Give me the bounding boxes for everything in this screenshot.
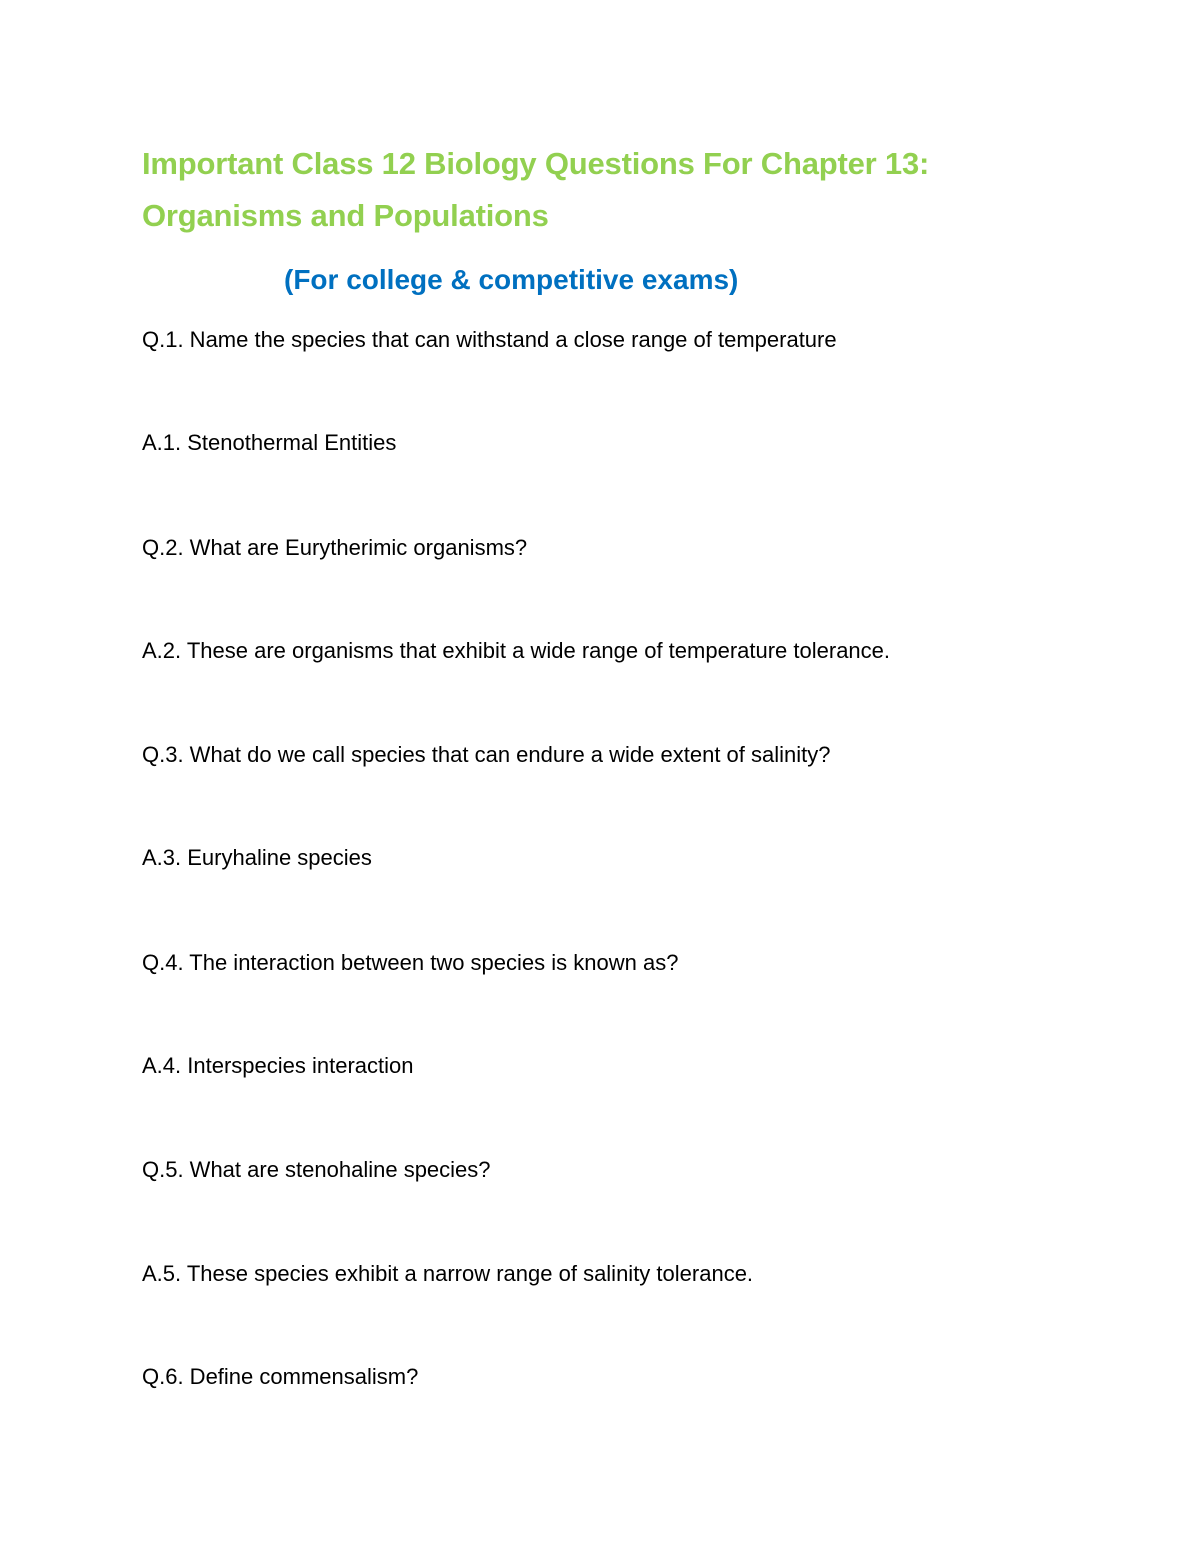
question-4: Q.4. The interaction between two species is known as? bbox=[142, 950, 679, 975]
answer-1: A.1. Stenothermal Entities bbox=[142, 430, 397, 455]
document-title-line-2: Organisms and Populations bbox=[142, 198, 549, 233]
document-subtitle: (For college & competitive exams) bbox=[284, 264, 739, 295]
answer-5: A.5. These species exhibit a narrow range of salinity tolerance. bbox=[142, 1261, 754, 1286]
question-3: Q.3. What do we call species that can endure a wide extent of salinity? bbox=[142, 742, 831, 767]
answer-4: A.4. Interspecies interaction bbox=[142, 1053, 414, 1078]
question-2: Q.2. What are Eurytherimic organisms? bbox=[142, 535, 528, 560]
question-1: Q.1. Name the species that can withstand a close range of temperature bbox=[142, 327, 837, 352]
question-6: Q.6. Define commensalism? bbox=[142, 1364, 419, 1389]
document-title-line-1: Important Class 12 Biology Questions For Chapter 13: bbox=[142, 146, 930, 181]
question-5: Q.5. What are stenohaline species? bbox=[142, 1157, 491, 1182]
answer-2: A.2. These are organisms that exhibit a wide range of temperature tolerance. bbox=[142, 638, 891, 663]
answer-3: A.3. Euryhaline species bbox=[142, 845, 372, 870]
